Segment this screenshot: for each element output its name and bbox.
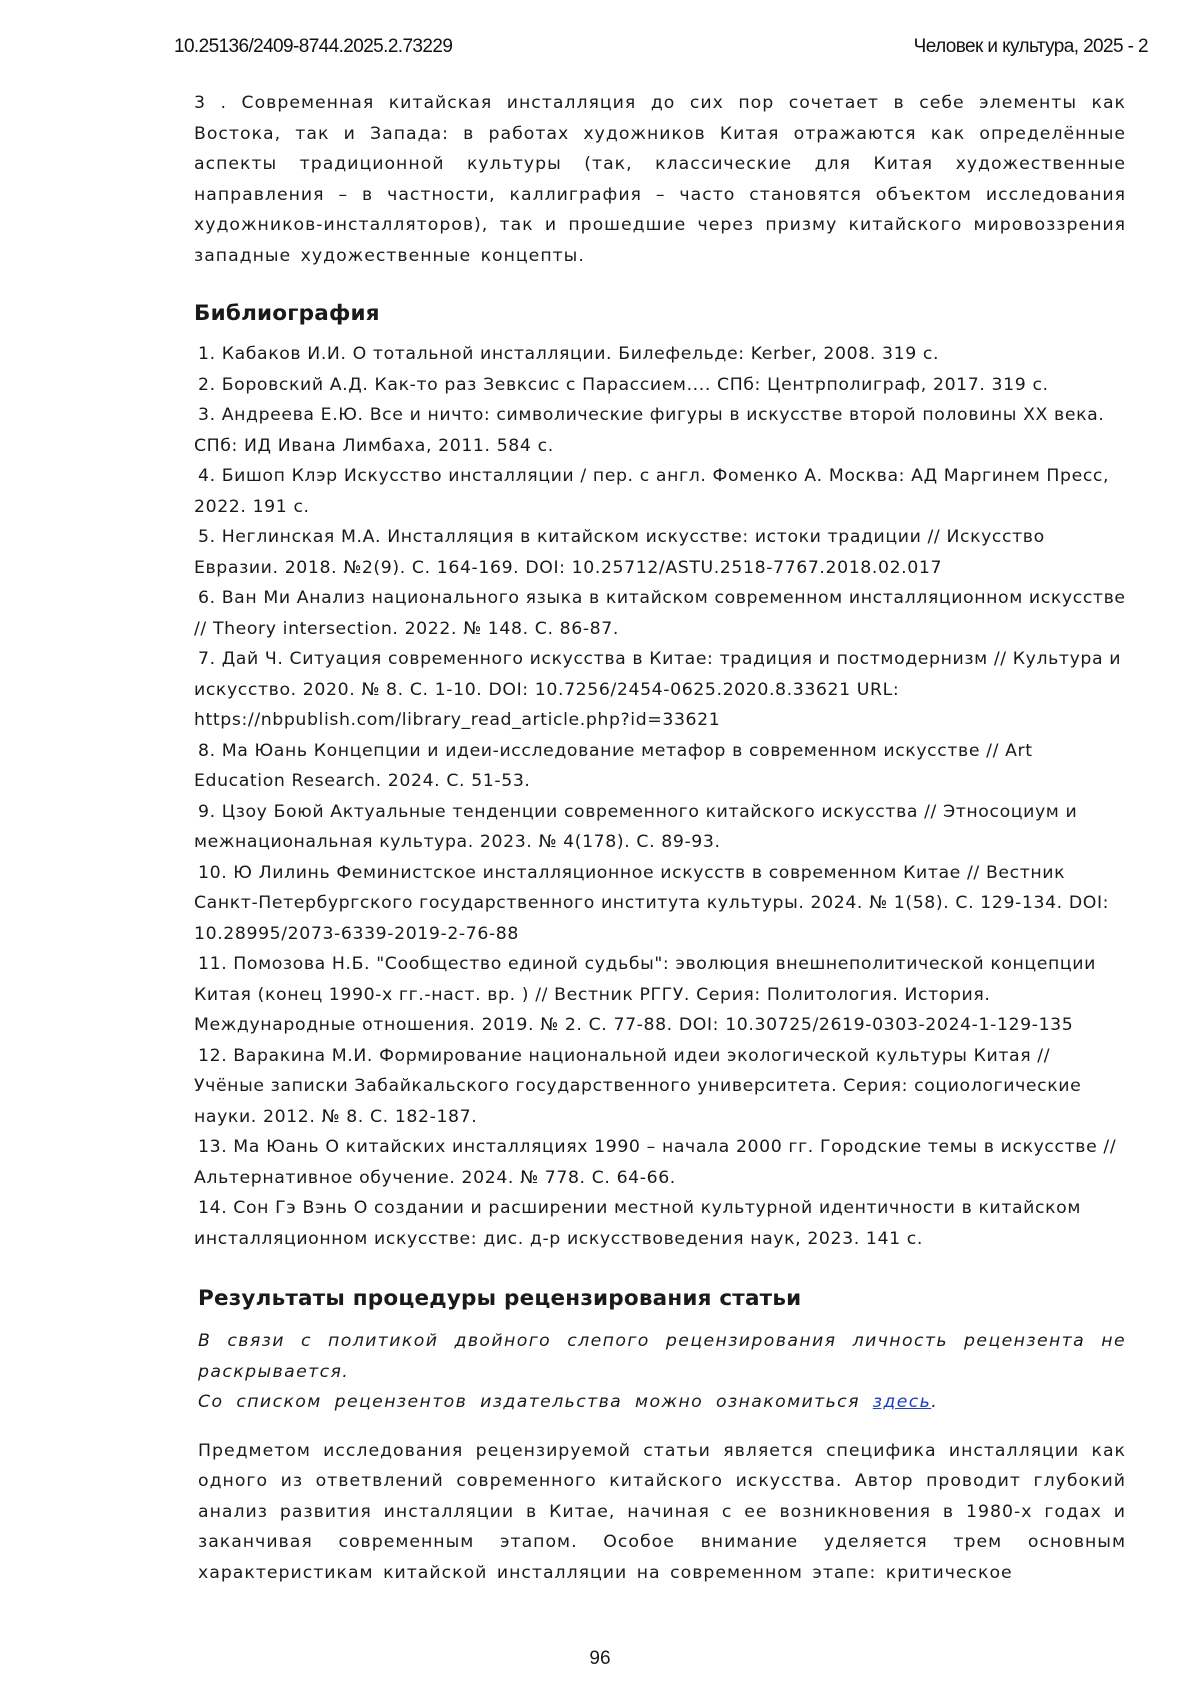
bibliography-item bbox=[194, 797, 1126, 858]
bibliography-item bbox=[194, 858, 1126, 950]
bibliography-item-number: 2. bbox=[198, 374, 216, 395]
bibliography-item bbox=[194, 370, 1126, 401]
bibliography-item-number: 8. bbox=[198, 740, 216, 761]
bibliography-item bbox=[194, 522, 1126, 583]
bibliography-item-number: 6. bbox=[198, 588, 216, 608]
bibliography-item bbox=[194, 583, 1126, 644]
review-section bbox=[194, 1284, 1126, 1588]
bibliography-item-number: 9. bbox=[198, 801, 216, 822]
page-number: 96 bbox=[589, 1648, 611, 1669]
bibliography-item-text: Ма Юань Концепции и идеи-исследование метафор в современном искусстве // Art Education Research. 2024. С. 51-53. bbox=[194, 740, 1033, 791]
bibliography-item-text: Ма Юань О китайских инсталляциях 1990 – начала 2000 гг. Городские темы в искусстве // Альтернативное обучение. 2024. № 778. С. 64-66. bbox=[194, 1137, 1117, 1188]
bibliography-item bbox=[194, 1041, 1126, 1133]
doi-header: 10.25136/2409-8744.2025.2.73229 bbox=[174, 36, 453, 57]
bibliography-item bbox=[194, 949, 1126, 1041]
bibliography-item-text: Неглинская М.А. Инсталляция в китайском искусстве: истоки традиции // Искусство Евразии. 2018. №2(9). С. 164-169. DOI: 10.25712/ASTU.2518-7767.2018.02.017 bbox=[194, 527, 1045, 578]
bibliography-item-text: Бишоп Клэр Искусство инсталляции / пер. с англ. Фоменко А. Москва: АД Маргинем Пресс, 2022. 191 с. bbox=[194, 466, 1110, 517]
bibliography-item-text: Варакина М.И. Формирование национальной идеи экологической культуры Китая // Учёные записки Забайкальского государственного университета. Серия: социологические науки. 2012. № 8. С. 182-187. bbox=[194, 1045, 1082, 1127]
review-title: Результаты процедуры рецензирования статьи bbox=[198, 1286, 802, 1311]
bibliography-item-number: 3. bbox=[198, 405, 216, 425]
bibliography-list bbox=[194, 339, 1126, 1254]
bibliography-item-number: 4. bbox=[198, 466, 216, 486]
review-body: Предметом исследования рецензируемой статьи является специфика инсталляции как одного из ответвлений современного китайского искусства. Автор проводит глубокий анализ развития инсталляции в Китае, начиная с ее возникновения в 1980-х годах и заканчивая современным этапом. Особое внимание уделяется трем основным характеристикам китайской инсталляции на современном этапе: критическое bbox=[198, 1440, 1126, 1583]
bibliography-item bbox=[194, 461, 1126, 522]
reviewers-link[interactable]: здесь bbox=[872, 1392, 932, 1412]
bibliography-item-number: 10. bbox=[198, 862, 228, 883]
bibliography-item-text: Помозова Н.Б. "Сообщество единой судьбы": эволюция внешнеполитической концепции Китая (конец 1990-х гг.-наст. вр. ) // Вестник РГГУ. Серия: Политология. История. Международные отношения. 2019. № 2. С. 77-88. DOI: 10.30725/2619-0303-2024-1-129-135 bbox=[194, 954, 1096, 1035]
bibliography-item-text: Ван Ми Анализ национального языка в китайском современном инсталляционном искусстве // Theory intersection. 2022. № 148. С. 86-87. bbox=[194, 588, 1126, 639]
journal-header: Человек и культура, 2025 - 2 bbox=[913, 36, 1148, 57]
bibliography-item bbox=[194, 339, 1126, 370]
bibliography-item bbox=[194, 1193, 1126, 1254]
page-content bbox=[194, 88, 1126, 1588]
bibliography-item bbox=[194, 1132, 1126, 1193]
reviewers-list-prefix: Со списком рецензентов издательства можно ознакомиться bbox=[198, 1392, 873, 1412]
review-notice: В связи с политикой двойного слепого рецензирования личность рецензента не раскрывается. bbox=[198, 1331, 1126, 1382]
bibliography-item-text: Боровский А.Д. Как-то раз Зевксис с Парассием.... СПб: Центрполиграф, 2017. 319 с. bbox=[221, 374, 1049, 395]
conclusion-paragraph: 3 . Современная китайская инсталляция до сих пор сочетает в себе элементы как Востока, так и Запада: в работах художников Китая отражаются как определённые аспекты традиционной культуры (так, классические для Китая художественные направления – в частности, каллиграфия – часто становятся объектом исследования художников-инсталляторов), так и прошедшие через призму китайского мировоззрения западные художественные концепты. bbox=[194, 93, 1126, 266]
bibliography-item-number: 1. bbox=[198, 344, 216, 364]
bibliography-title: Библиография bbox=[194, 301, 380, 326]
bibliography-item-number: 11. bbox=[198, 954, 228, 974]
bibliography-item-text: Дай Ч. Ситуация современного искусства в Китае: традиция и постмодернизм // Культура и искусство. 2020. № 8. С. 1-10. DOI: 10.7256/2454-0625.2020.8.33621 URL: https://nbpublish.com/library_read_article.php?id=33621 bbox=[194, 649, 1122, 730]
bibliography-item-number: 5. bbox=[198, 527, 216, 547]
bibliography-item-number: 12. bbox=[198, 1045, 228, 1066]
bibliography-item-number: 14. bbox=[198, 1198, 228, 1218]
bibliography-item-text: Ю Лилинь Феминистское инсталляционное искусств в современном Китае // Вестник Санкт-Петербургского государственного института культуры. 2024. № 1(58). С. 129-134. DOI: 10.28995/2073-6339-2019-2-76-88 bbox=[194, 862, 1110, 944]
reviewers-list-line bbox=[198, 1387, 1126, 1418]
bibliography-item bbox=[194, 644, 1126, 736]
bibliography-item-text: Цзоу Боюй Актуальные тенденции современного китайского искусства // Этносоциум и межнациональная культура. 2023. № 4(178). С. 89-93. bbox=[194, 801, 1078, 852]
bibliography-item bbox=[194, 736, 1126, 797]
bibliography-item-number: 7. bbox=[198, 649, 216, 669]
bibliography-item-text: Кабаков И.И. О тотальной инсталляции. Билефельде: Kerber, 2008. 319 с. bbox=[221, 344, 940, 364]
bibliography-item-text: Сон Гэ Вэнь О создании и расширении местной культурной идентичности в китайском инсталляционном искусстве: дис. д-р искусствоведения наук, 2023. 141 с. bbox=[194, 1198, 1081, 1249]
bibliography-item-text: Андреева Е.Ю. Все и ничто: символические фигуры в искусстве второй половины XX века. СПб: ИД Ивана Лимбаха, 2011. 584 с. bbox=[194, 405, 1105, 456]
reviewers-list-suffix: . bbox=[931, 1392, 939, 1412]
bibliography-item-number: 13. bbox=[198, 1137, 228, 1157]
bibliography-item bbox=[194, 400, 1126, 461]
